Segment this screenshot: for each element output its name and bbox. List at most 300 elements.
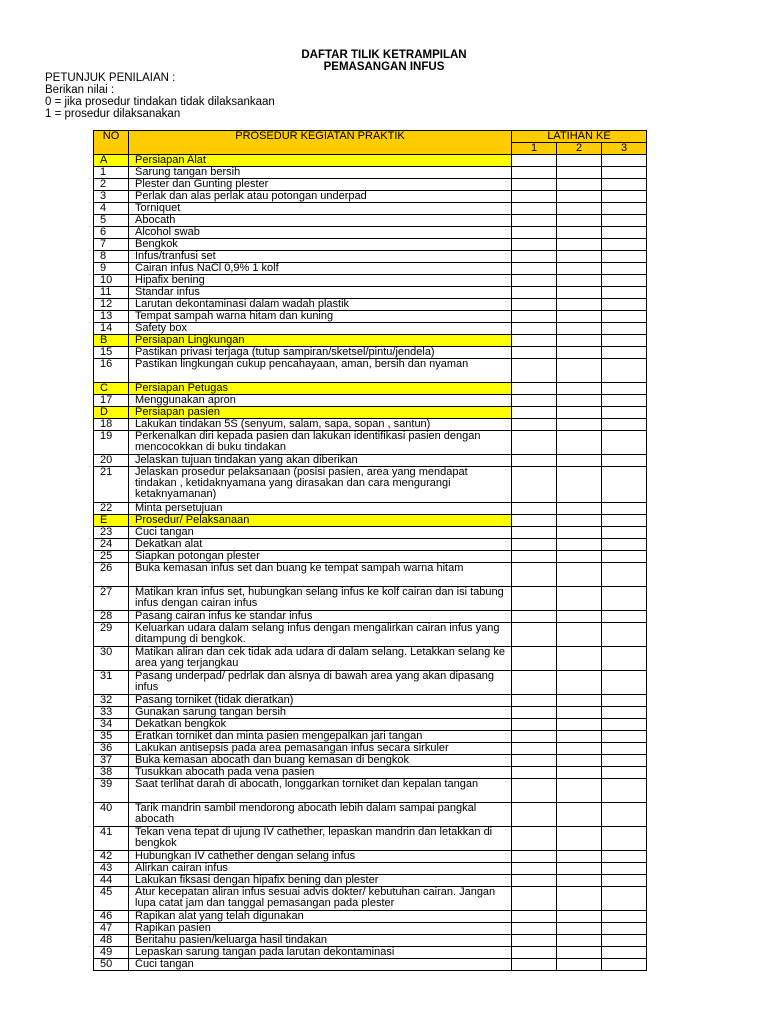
score-cell-1[interactable] [512,923,557,935]
score-cell-1[interactable] [512,623,557,647]
score-cell-1[interactable] [512,851,557,863]
row-number: 7 [94,239,129,251]
score-cell-1[interactable] [512,875,557,887]
score-cell-3[interactable] [602,215,647,227]
score-cell-3[interactable] [602,935,647,947]
score-cell-1[interactable] [512,551,557,563]
procedure-step: Tarik mandrin sambil mendorong abocath lebih dalam sampai pangkal abocath [129,803,512,827]
score-cell-1[interactable] [512,359,557,383]
row-number: 9 [94,263,129,275]
procedure-step: Atur kecepatan aliran infus sesuai advis dokter/ kebutuhan cairan. Jangan lupa catat jam dan tanggal pemasangan pada plester [129,887,512,911]
score-cell-2[interactable] [557,527,602,539]
score-cell-3[interactable] [602,167,647,179]
score-cell-1[interactable] [512,251,557,263]
score-cell-2[interactable] [557,923,602,935]
table-row [94,179,647,191]
score-cell-2[interactable] [557,359,602,383]
instructions-heading: PETUNJUK PENILAIAN : [45,72,176,84]
procedure-step: Alcohol swab [129,227,512,239]
score-cell-1[interactable] [512,407,557,419]
table-row [94,191,647,203]
row-number: 39 [94,779,129,803]
score-cell-2[interactable] [557,287,602,299]
table-row [94,395,647,407]
table-row [94,707,647,719]
row-number: E [94,515,129,527]
score-cell-2[interactable] [557,227,602,239]
score-cell-2[interactable] [557,731,602,743]
procedure-step: Pastikan privasi terjaga (tutup sampiran/sketsel/pintu/jendela) [129,347,512,359]
score-cell-3[interactable] [602,311,647,323]
table-row [94,743,647,755]
procedure-step: Bengkok [129,239,512,251]
score-cell-1[interactable] [512,719,557,731]
procedure-step: Matikan kran infus set, hubungkan selang infus ke kolf cairan dan isi tabung infus dengan cairan infus [129,587,512,611]
table-row [94,875,647,887]
score-cell-2[interactable] [557,959,602,971]
row-number: C [94,383,129,395]
score-cell-1[interactable] [512,587,557,611]
score-cell-2[interactable] [557,335,602,347]
procedure-step: Tusukkan abocath pada vena pasien [129,767,512,779]
score-cell-2[interactable] [557,191,602,203]
score-cell-1[interactable] [512,455,557,467]
procedure-step: Minta persetujuan [129,503,512,515]
table-row [94,959,647,971]
table-row [94,551,647,563]
score-cell-1[interactable] [512,863,557,875]
table-row [94,947,647,959]
score-cell-1[interactable] [512,647,557,671]
score-cell-1[interactable] [512,215,557,227]
score-cell-3[interactable] [602,431,647,455]
score-cell-1[interactable] [512,191,557,203]
score-cell-3[interactable] [602,335,647,347]
table-row [94,287,647,299]
row-number: 30 [94,647,129,671]
score-cell-1[interactable] [512,803,557,827]
score-cell-2[interactable] [557,719,602,731]
score-cell-3[interactable] [602,407,647,419]
row-number: 22 [94,503,129,515]
table-row [94,539,647,551]
score-cell-3[interactable] [602,755,647,767]
score-cell-1[interactable] [512,263,557,275]
score-cell-1[interactable] [512,227,557,239]
score-cell-1[interactable] [512,515,557,527]
score-cell-2[interactable] [557,503,602,515]
score-cell-1[interactable] [512,779,557,803]
score-cell-3[interactable] [602,647,647,671]
row-number: 26 [94,563,129,587]
table-row [94,527,647,539]
score-cell-2[interactable] [557,275,602,287]
score-cell-1[interactable] [512,275,557,287]
row-number: 40 [94,803,129,827]
score-cell-1[interactable] [512,611,557,623]
score-cell-3[interactable] [602,239,647,251]
row-number: 43 [94,863,129,875]
score-cell-3[interactable] [602,671,647,695]
procedure-step: Pasang torniket (tidak dieratkan) [129,695,512,707]
score-cell-3[interactable] [602,467,647,503]
score-cell-3[interactable] [602,539,647,551]
instructions-line: Berikan nilai : [45,84,115,96]
score-cell-2[interactable] [557,623,602,647]
row-number: 37 [94,755,129,767]
row-number: 15 [94,347,129,359]
procedure-step: Pasang underpad/ pedrlak dan alsnya di bawah area yang akan dipasang infus [129,671,512,695]
score-cell-2[interactable] [557,395,602,407]
score-cell-3[interactable] [602,203,647,215]
score-cell-2[interactable] [557,431,602,455]
score-cell-1[interactable] [512,335,557,347]
score-cell-3[interactable] [602,551,647,563]
score-cell-2[interactable] [557,251,602,263]
row-number: 25 [94,551,129,563]
score-cell-1[interactable] [512,947,557,959]
row-number: B [94,335,129,347]
table-row [94,359,647,383]
score-cell-2[interactable] [557,647,602,671]
row-number: 18 [94,419,129,431]
score-cell-1[interactable] [512,743,557,755]
score-cell-3[interactable] [602,731,647,743]
score-cell-2[interactable] [557,851,602,863]
table-row [94,827,647,851]
row-number: 17 [94,395,129,407]
row-number: 27 [94,587,129,611]
row-number: 5 [94,215,129,227]
row-number: 28 [94,611,129,623]
score-cell-3[interactable] [602,227,647,239]
score-cell-2[interactable] [557,803,602,827]
score-cell-2[interactable] [557,311,602,323]
table-row [94,263,647,275]
score-cell-2[interactable] [557,947,602,959]
instructions-line: 0 = jika prosedur tindakan tidak dilaksankaan [45,96,275,108]
score-cell-3[interactable] [602,179,647,191]
score-cell-2[interactable] [557,239,602,251]
score-cell-3[interactable] [602,515,647,527]
score-cell-1[interactable] [512,431,557,455]
table-row [94,455,647,467]
row-number: 13 [94,311,129,323]
table-row [94,467,647,503]
score-cell-1[interactable] [512,563,557,587]
row-number: 1 [94,167,129,179]
procedure-step: Lakukan fiksasi dengan hipafix bening dan plester [129,875,512,887]
row-number: 32 [94,695,129,707]
score-cell-1[interactable] [512,179,557,191]
score-cell-2[interactable] [557,611,602,623]
procedure-step: Buka kemasan abocath dan buang kemasan di bengkok [129,755,512,767]
score-cell-1[interactable] [512,287,557,299]
row-number: 14 [94,323,129,335]
procedure-step: Perlak dan alas perlak atau potongan underpad [129,191,512,203]
score-cell-2[interactable] [557,323,602,335]
row-number: 23 [94,527,129,539]
score-cell-2[interactable] [557,587,602,611]
score-cell-2[interactable] [557,179,602,191]
row-number: 41 [94,827,129,851]
score-cell-1[interactable] [512,503,557,515]
score-cell-1[interactable] [512,239,557,251]
procedure-step: Hubungkan IV cathether dengan selang infus [129,851,512,863]
row-number: 46 [94,911,129,923]
score-cell-2[interactable] [557,863,602,875]
row-number: 24 [94,539,129,551]
table-row [94,731,647,743]
score-cell-2[interactable] [557,263,602,275]
score-cell-3[interactable] [602,263,647,275]
score-cell-1[interactable] [512,467,557,503]
table-row [94,431,647,455]
procedure-step: Standar infus [129,287,512,299]
score-cell-3[interactable] [602,611,647,623]
procedure-step: Lakukan antisepsis pada area pemasangan infus secara sirkuler [129,743,512,755]
score-cell-2[interactable] [557,467,602,503]
score-cell-2[interactable] [557,671,602,695]
section-row [94,155,647,167]
score-cell-3[interactable] [602,395,647,407]
table-row [94,851,647,863]
procedure-step: Menggunakan apron [129,395,512,407]
score-cell-1[interactable] [512,323,557,335]
score-cell-2[interactable] [557,887,602,911]
procedure-step: Safety box [129,323,512,335]
row-number: 19 [94,431,129,455]
score-cell-1[interactable] [512,299,557,311]
procedure-step: Keluarkan udara dalam selang infus dengan mengalirkan cairan infus yang ditampung di bengkok. [129,623,512,647]
score-cell-3[interactable] [602,743,647,755]
checklist-table [93,130,647,971]
row-number: 21 [94,467,129,503]
section-row [94,407,647,419]
score-cell-1[interactable] [512,311,557,323]
score-cell-3[interactable] [602,323,647,335]
row-number: 8 [94,251,129,263]
table-row [94,251,647,263]
score-cell-1[interactable] [512,671,557,695]
score-cell-3[interactable] [602,359,647,383]
score-cell-2[interactable] [557,419,602,431]
score-cell-2[interactable] [557,167,602,179]
header-no: NO [94,131,129,155]
score-cell-3[interactable] [602,275,647,287]
score-cell-2[interactable] [557,911,602,923]
row-number: 44 [94,875,129,887]
procedure-step: Larutan dekontaminasi dalam wadah plastik [129,299,512,311]
procedure-step: Infus/tranfusi set [129,251,512,263]
table-row [94,935,647,947]
table-row [94,887,647,911]
header-procedure: PROSEDUR KEGIATAN PRAKTIK [129,131,512,155]
score-cell-1[interactable] [512,959,557,971]
table-row [94,611,647,623]
table-row [94,275,647,287]
header-practice: LATIHAN KE [512,131,647,143]
score-cell-3[interactable] [602,719,647,731]
score-cell-1[interactable] [512,419,557,431]
score-cell-3[interactable] [602,587,647,611]
procedure-step: Sarung tangan bersih [129,167,512,179]
row-number: 10 [94,275,129,287]
procedure-step: Dekatkan bengkok [129,719,512,731]
score-cell-3[interactable] [602,623,647,647]
table-row [94,923,647,935]
row-number: 29 [94,623,129,647]
procedure-step: Alirkan cairan infus [129,863,512,875]
row-number: 16 [94,359,129,383]
procedure-step: Hipafix bening [129,275,512,287]
score-cell-2[interactable] [557,695,602,707]
header-attempt-2: 2 [557,143,602,155]
score-cell-2[interactable] [557,515,602,527]
table-row [94,503,647,515]
score-cell-3[interactable] [602,563,647,587]
procedure-step: Buka kemasan infus set dan buang ke tempat sampah warna hitam [129,563,512,587]
score-cell-3[interactable] [602,527,647,539]
score-cell-3[interactable] [602,383,647,395]
score-cell-1[interactable] [512,887,557,911]
header-attempt-3: 3 [602,143,647,155]
score-cell-2[interactable] [557,551,602,563]
score-cell-2[interactable] [557,779,602,803]
score-cell-3[interactable] [602,695,647,707]
score-cell-3[interactable] [602,779,647,803]
procedure-step: Torniquet [129,203,512,215]
row-number: 33 [94,707,129,719]
row-number: D [94,407,129,419]
score-cell-1[interactable] [512,383,557,395]
procedure-step: Gunakan sarung tangan bersih [129,707,512,719]
score-cell-2[interactable] [557,827,602,851]
procedure-step: Perkenalkan diri kepada pasien dan lakukan identifikasi pasien dengan mencocokkan di buku tindakan [129,431,512,455]
score-cell-3[interactable] [602,419,647,431]
score-cell-3[interactable] [602,155,647,167]
score-cell-1[interactable] [512,935,557,947]
procedure-step: Cuci tangan [129,959,512,971]
score-cell-3[interactable] [602,851,647,863]
score-cell-2[interactable] [557,383,602,395]
score-cell-3[interactable] [602,803,647,827]
table-row [94,323,647,335]
score-cell-1[interactable] [512,347,557,359]
score-cell-3[interactable] [602,947,647,959]
score-cell-2[interactable] [557,563,602,587]
score-cell-3[interactable] [602,959,647,971]
score-cell-1[interactable] [512,767,557,779]
score-cell-3[interactable] [602,911,647,923]
procedure-step: Tekan vena tepat di ujung IV cathether, lepaskan mandrin dan letakkan di bengkok [129,827,512,851]
procedure-step: Pasang cairan infus ke standar infus [129,611,512,623]
score-cell-3[interactable] [602,251,647,263]
row-number: 31 [94,671,129,695]
procedure-step: Eratkan torniket dan minta pasien mengepalkan jari tangan [129,731,512,743]
table-header-row [94,131,647,143]
table-row [94,311,647,323]
section-title: Persiapan pasien [129,407,512,419]
score-cell-3[interactable] [602,887,647,911]
score-cell-2[interactable] [557,407,602,419]
score-cell-2[interactable] [557,767,602,779]
score-cell-3[interactable] [602,191,647,203]
score-cell-3[interactable] [602,347,647,359]
score-cell-1[interactable] [512,911,557,923]
score-cell-3[interactable] [602,299,647,311]
score-cell-2[interactable] [557,347,602,359]
score-cell-1[interactable] [512,755,557,767]
procedure-step: Cuci tangan [129,527,512,539]
score-cell-1[interactable] [512,539,557,551]
score-cell-3[interactable] [602,875,647,887]
table-row [94,215,647,227]
table-row [94,587,647,611]
score-cell-1[interactable] [512,731,557,743]
document-title: DAFTAR TILIK KETRAMPILAN [301,49,467,61]
score-cell-1[interactable] [512,203,557,215]
row-number: 12 [94,299,129,311]
score-cell-2[interactable] [557,707,602,719]
score-cell-2[interactable] [557,455,602,467]
section-row [94,335,647,347]
row-number: 11 [94,287,129,299]
row-number: 50 [94,959,129,971]
score-cell-1[interactable] [512,695,557,707]
procedure-step: Plester dan Gunting plester [129,179,512,191]
procedure-step: Matikan aliran dan cek tidak ada udara di dalam selang. Letakkan selang ke area yang terjangkau [129,647,512,671]
table-row [94,239,647,251]
score-cell-1[interactable] [512,155,557,167]
score-cell-2[interactable] [557,155,602,167]
score-cell-2[interactable] [557,875,602,887]
score-cell-3[interactable] [602,455,647,467]
score-cell-3[interactable] [602,827,647,851]
score-cell-1[interactable] [512,707,557,719]
score-cell-3[interactable] [602,767,647,779]
table-row [94,779,647,803]
table-row [94,863,647,875]
table-row [94,623,647,647]
table-row [94,419,647,431]
score-cell-1[interactable] [512,395,557,407]
score-cell-2[interactable] [557,755,602,767]
score-cell-3[interactable] [602,923,647,935]
score-cell-2[interactable] [557,215,602,227]
score-cell-3[interactable] [602,503,647,515]
score-cell-2[interactable] [557,935,602,947]
score-cell-1[interactable] [512,827,557,851]
row-number: 3 [94,191,129,203]
score-cell-3[interactable] [602,287,647,299]
table-row [94,911,647,923]
procedure-step: Lepaskan sarung tangan pada larutan dekontaminasi [129,947,512,959]
score-cell-2[interactable] [557,539,602,551]
score-cell-2[interactable] [557,743,602,755]
table-row [94,755,647,767]
section-title: Prosedur/ Pelaksanaan [129,515,512,527]
score-cell-2[interactable] [557,203,602,215]
score-cell-3[interactable] [602,707,647,719]
procedure-step: Abocath [129,215,512,227]
score-cell-1[interactable] [512,167,557,179]
score-cell-1[interactable] [512,527,557,539]
score-cell-2[interactable] [557,299,602,311]
score-cell-3[interactable] [602,863,647,875]
procedure-step: Jelaskan prosedur pelaksanaan (posisi pasien, area yang mendapat tindakan , ketidaknyamana yang dirasakan dan cara mengurangi ketaknyamanan) [129,467,512,503]
table-row [94,803,647,827]
